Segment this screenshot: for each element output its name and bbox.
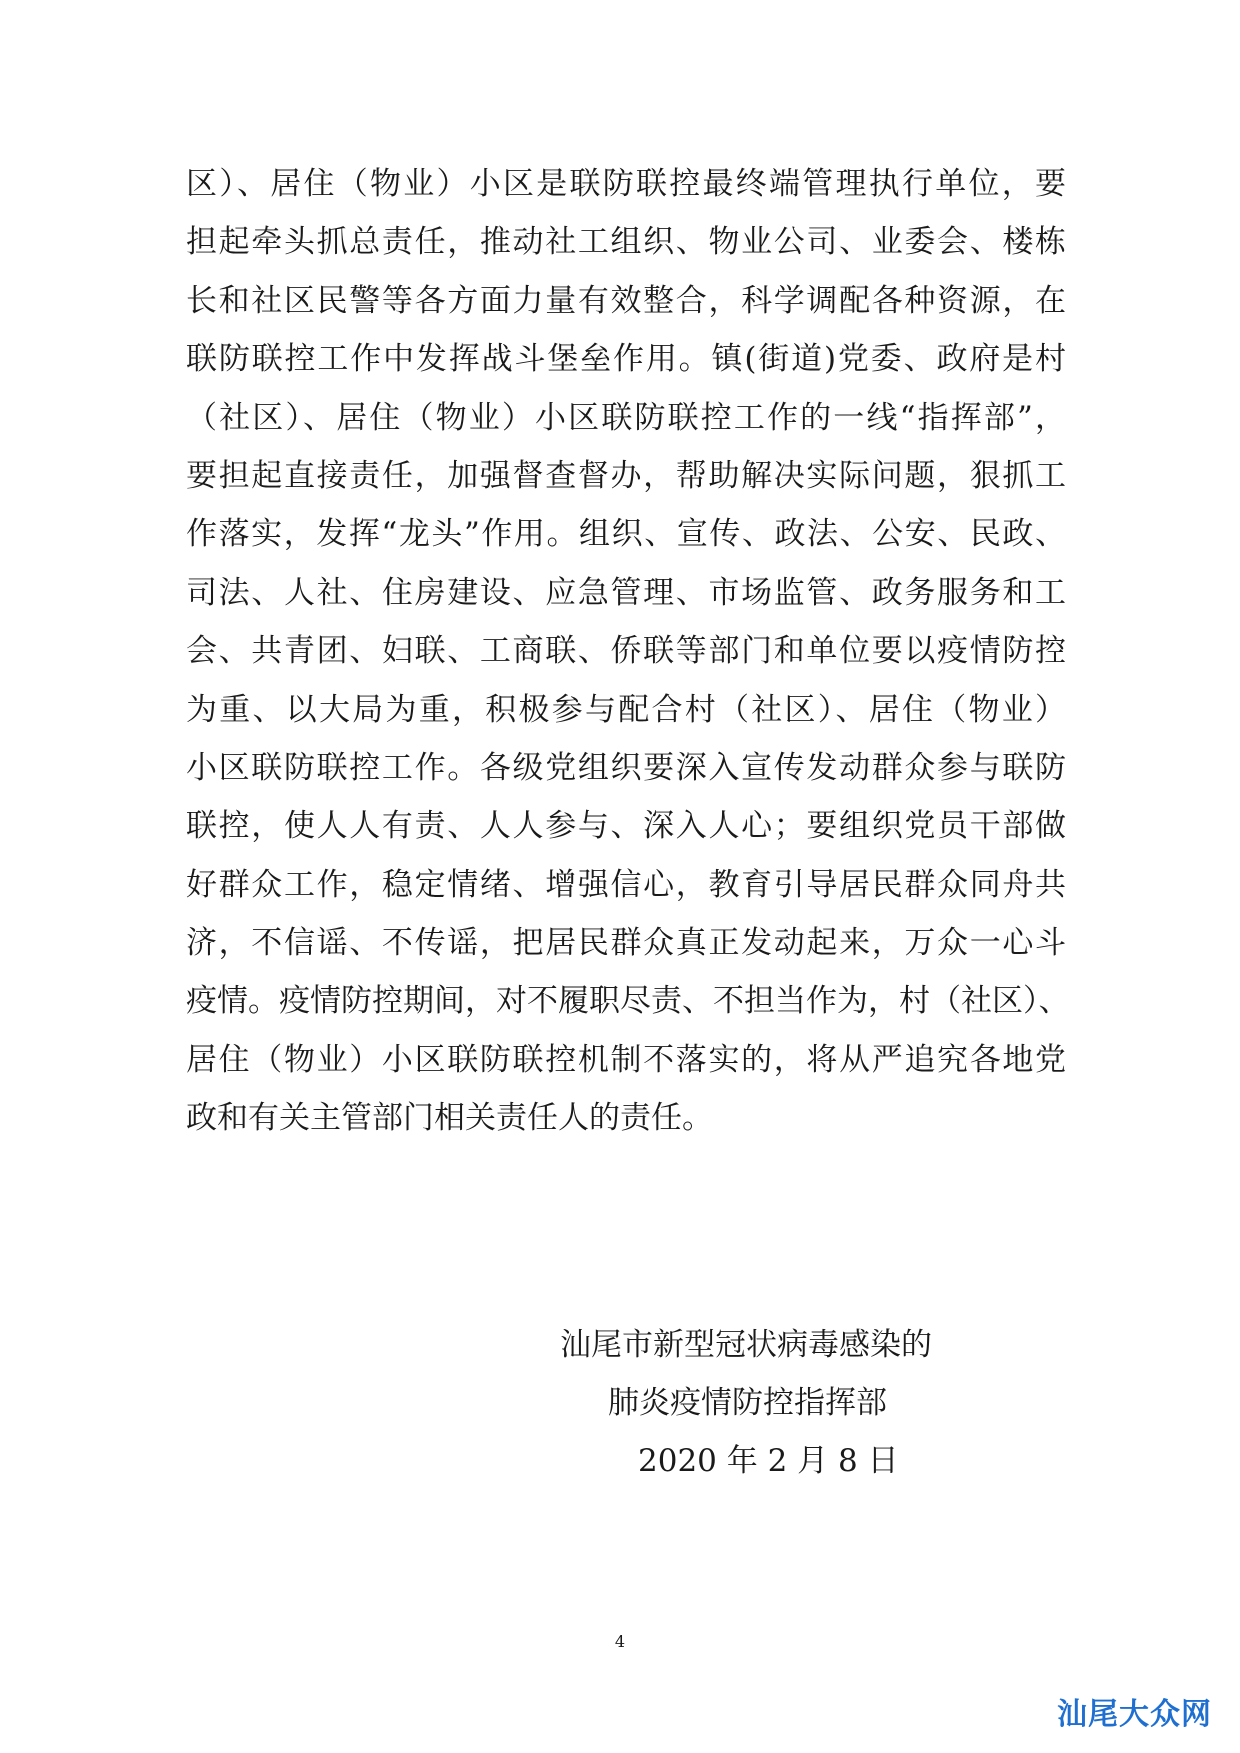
signature-date: 2020 年 2 月 8 日 (638, 1443, 899, 1479)
body-line-7: 作落实，发挥“龙头”作用。组织、宣传、政法、公安、民政、 (186, 516, 1066, 553)
body-line-15: 疫情。疫情防控期间，对不履职尽责、不担当作为，村（社区）、 (186, 983, 1070, 1020)
watermark-logo: 汕尾大众网 (1057, 1697, 1212, 1732)
body-line-11: 小区联防联控工作。各级党组织要深入宣传发动群众参与联防 (186, 749, 1066, 786)
body-line-17: 政和有关主管部门相关责任人的责任。 (186, 1100, 713, 1137)
page-number: 4 (614, 1632, 626, 1651)
body-line-10: 为重、以大局为重，积极参与配合村（社区）、居住（物业） (186, 691, 1066, 728)
body-line-2: 担起牵头抓总责任，推动社工组织、物业公司、业委会、楼栋 (186, 224, 1066, 261)
body-line-16: 居住（物业）小区联防联控机制不落实的，将从严追究各地党 (186, 1041, 1066, 1078)
body-text (186, 155, 1070, 1148)
body-line-1: 区）、居住（物业）小区是联防联控最终端管理执行单位，要 (186, 166, 1066, 202)
body-line-13: 好群众工作，稳定情绪、增强信心，教育引导居民群众同舟共 (186, 866, 1066, 903)
body-line-9: 会、共青团、妇联、工商联、侨联等部门和单位要以疫情防控 (186, 633, 1066, 670)
body-line-5: （社区）、居住（物业）小区联防联控工作的一线“指挥部”， (186, 399, 1066, 436)
signature-block (530, 1316, 990, 1490)
body-line-6: 要担起直接责任，加强督查督办，帮助解决实际问题，狠抓工 (186, 457, 1066, 494)
signature-org-line-1: 汕尾市新型冠状病毒感染的 (560, 1327, 932, 1363)
body-line-8: 司法、人社、住房建设、应急管理、市场监管、政务服务和工 (186, 574, 1066, 611)
signature-org-line-2: 肺炎疫情防控指挥部 (608, 1385, 887, 1421)
body-line-14: 济，不信谣、不传谣，把居民群众真正发动起来，万众一心斗 (186, 925, 1066, 962)
body-line-3: 长和社区民警等各方面力量有效整合，科学调配各种资源，在 (186, 282, 1066, 319)
body-line-4: 联防联控工作中发挥战斗堡垒作用。镇(街道)党委、政府是村 (186, 341, 1066, 378)
body-line-12: 联控，使人人有责、人人参与、深入人心；要组织党员干部做 (186, 808, 1066, 845)
